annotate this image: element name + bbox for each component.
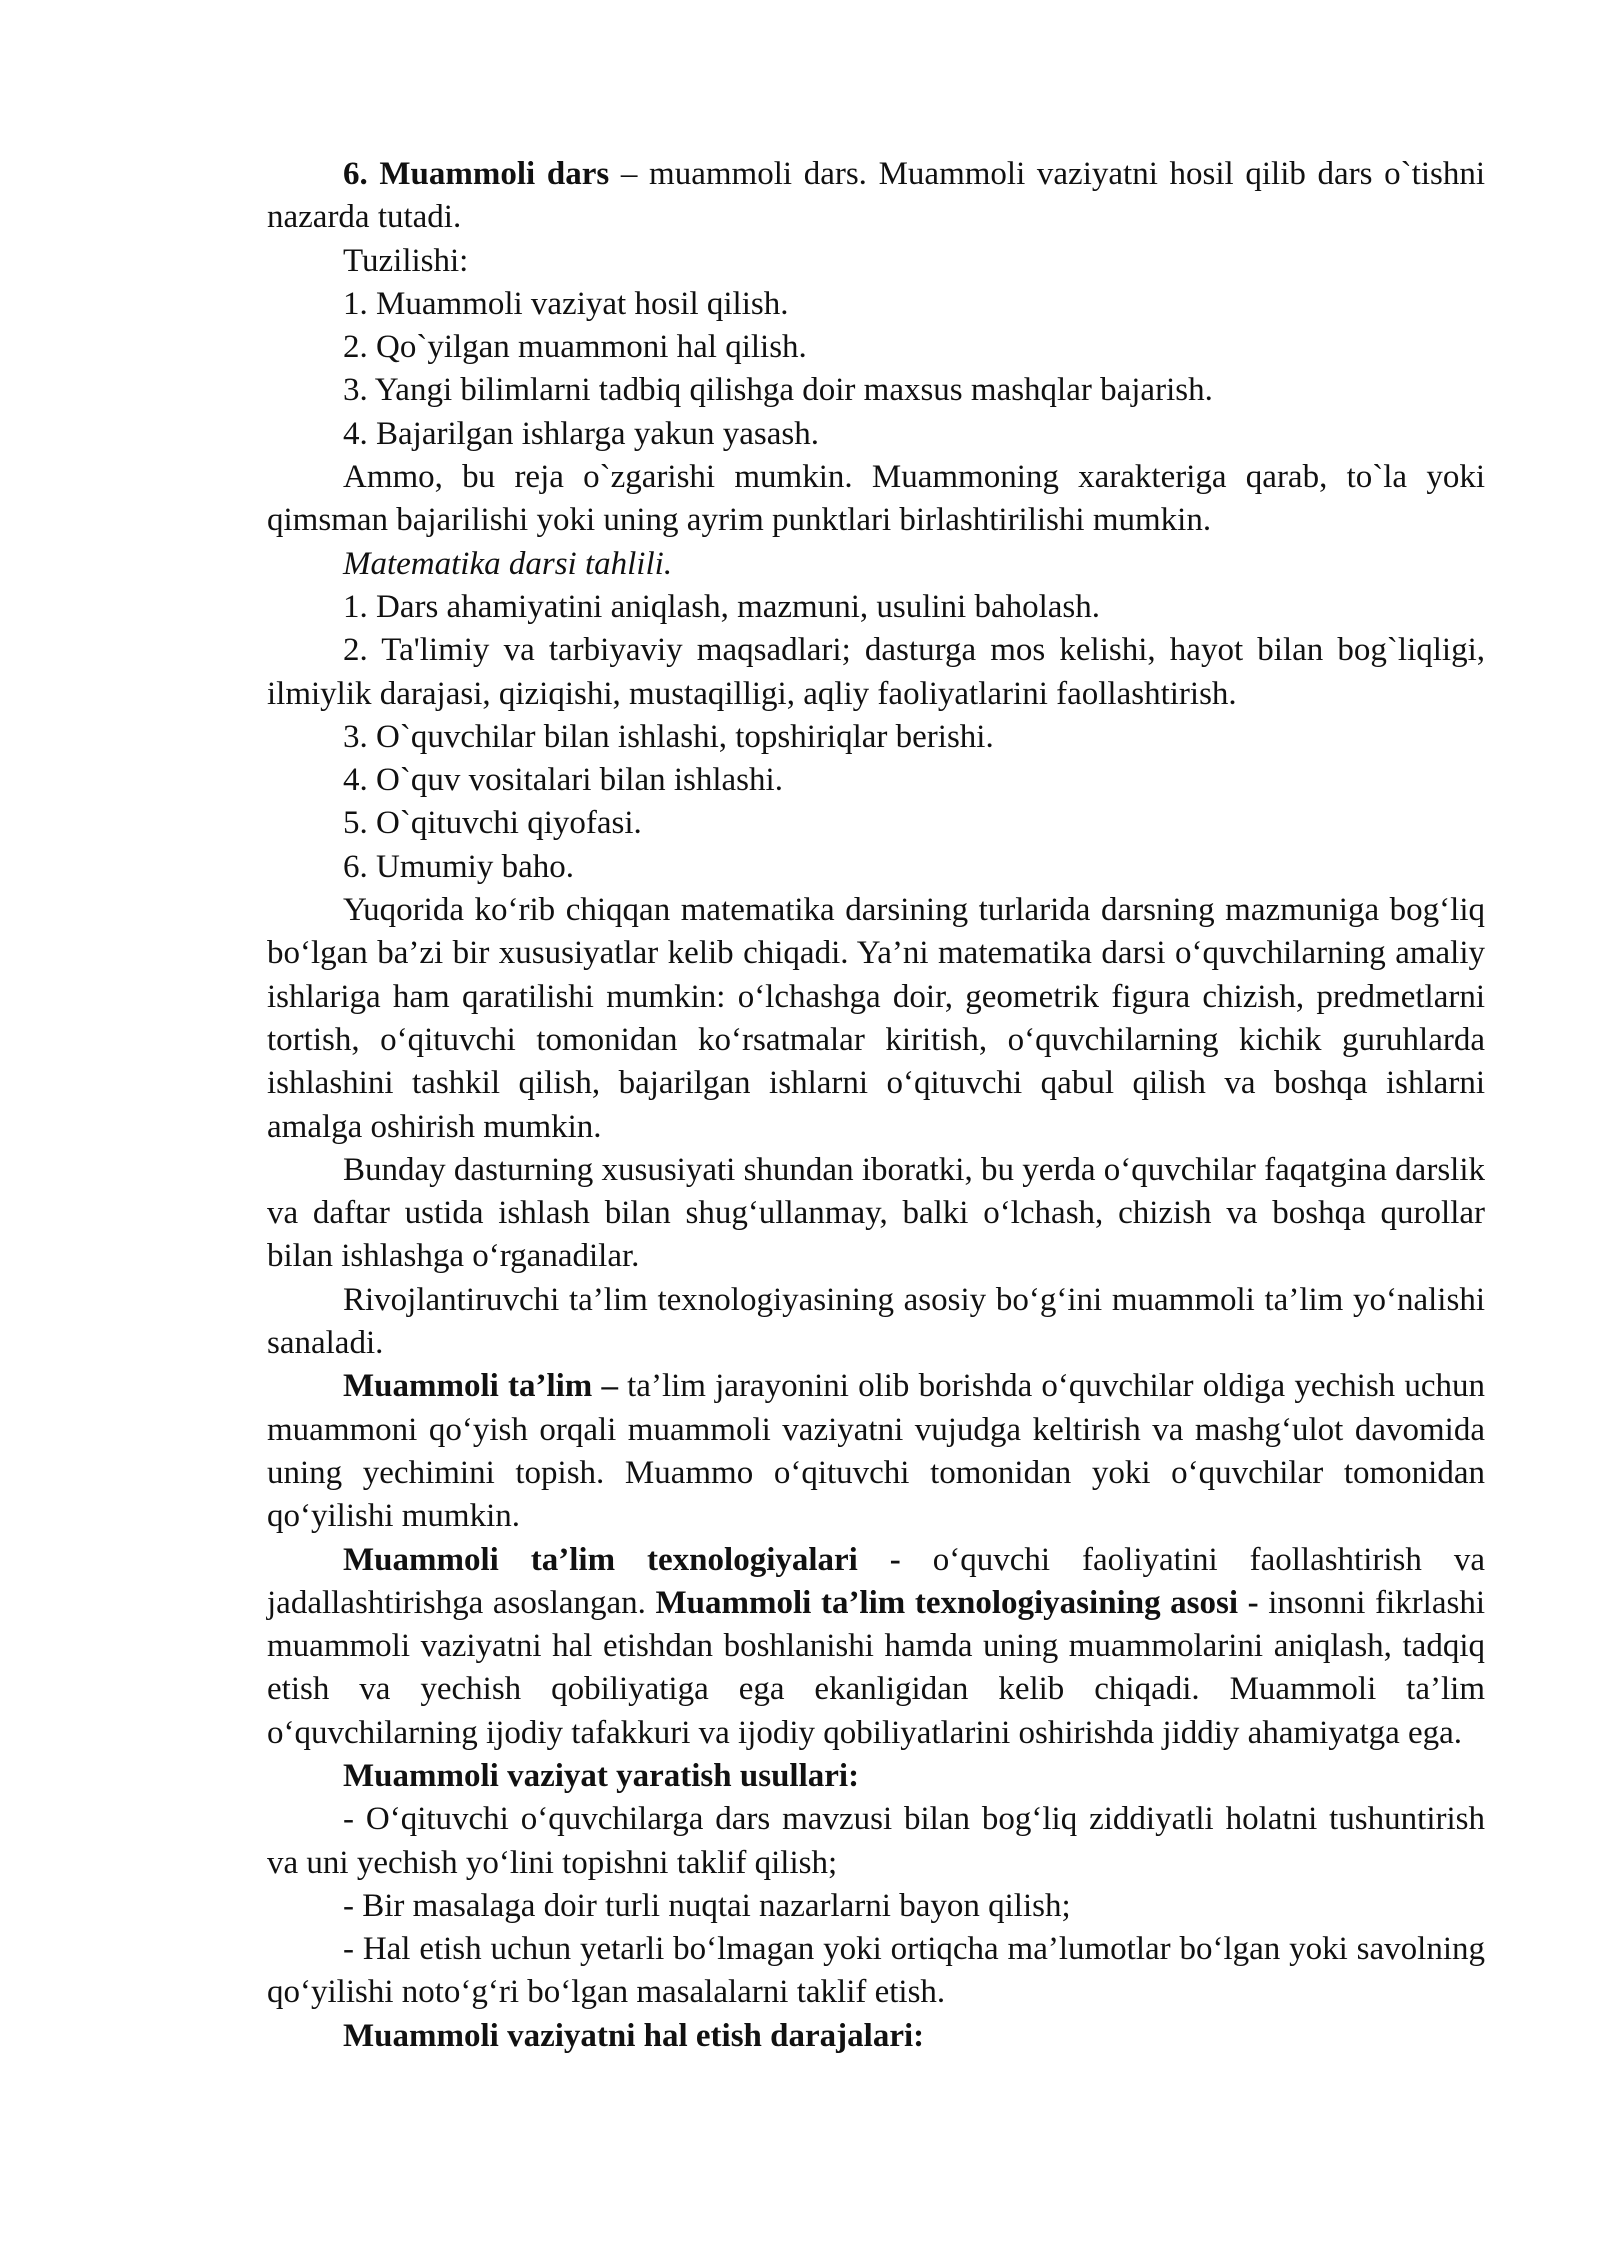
tahlil-item: 1. Dars ahamiyatini aniqlash, mazmuni, usulini baholash. bbox=[343, 588, 1101, 625]
darajalar-heading bbox=[267, 2015, 1485, 2058]
tahlil-item: 5. O`qituvchi qiyofasi. bbox=[343, 805, 642, 842]
tuzilishi-label: Tuzilishi: bbox=[343, 242, 469, 279]
usullar-item: - Bir masalaga doir turli nuqtai nazarlarni bayon qilish; bbox=[343, 1887, 1071, 1924]
paragraph-bunday: Bunday dasturning xususiyati shundan iboratki, bu yerda o‘quvchilar faqatgina darslik va daftar ustida ishlash bilan shug‘ullanmay, balki o‘lchash, chizish va boshqa qurollar bilan ishlashga o‘rganadilar. bbox=[267, 1151, 1485, 1275]
tahlil-item: 6. Umumiy baho. bbox=[343, 848, 574, 885]
paragraph-texnologiyalar bbox=[267, 1539, 1485, 1755]
term-muammoli-dars: 6. Muammoli dars bbox=[343, 156, 610, 192]
definition-text: o‘quvchi faoliyatini faollashtirish va jadallashtirishga asoslangan. bbox=[267, 1541, 1485, 1621]
tahlil-heading-text: Matematika darsi tahlili. bbox=[343, 545, 673, 582]
paragraph-yuqorida: Yuqorida ko‘rib chiqqan matematika darsining turlarida darsning mazmuniga bog‘liq bo‘lgan ba’zi bir xususiyatlar kelib chiqadi. Ya’ni matematika darsi o‘quvchilarning amaliy ishlariga ham qaratilishi mumkin: o‘lchashga doir, geometrik figura chizish, predmetlarni tortish, o‘qituvchi tomonidan ko‘rsatmalar kiritish, o‘quvchilarning kichik guruhlarda ishlashini tashkil qilish, bajarilgan ishlarni o‘qituvchi qabul qilish va boshqa ishlarni amalga oshirish mumkin. bbox=[267, 892, 1485, 1145]
tahlil-item: 2. Ta'limiy va tarbiyaviy maqsadlari; dasturga mos kelishi, hayot bilan bog`liqligi, ilmiylik darajasi, qiziqishi, mustaqilligi, aqliy faoliyatlarini faollashtirish. bbox=[267, 632, 1485, 712]
usullar-heading bbox=[267, 1755, 1485, 1798]
definition-text: ta’lim jarayonini olib borishda o‘quvchilar oldiga yechish uchun muammoni qo‘yish orqali muammoli vaziyatni vujudga keltirish va mashg‘ulot davomida uning yechimini topish. Muammo o‘qituvchi tomonidan yoki o‘quvchilar tomonidan qo‘yilishi mumkin. bbox=[267, 1368, 1485, 1535]
term-texnologiyasining-asosi: Muammoli ta’lim texnologiyasining asosi - bbox=[655, 1584, 1259, 1621]
paragraph-ammo: Ammo, bu reja o`zgarishi mumkin. Muammoning xarakteriga qarab, to`la yoki qimsman bajarilishi yoki uning ayrim punktlari birlashtirilishi mumkin. bbox=[267, 459, 1485, 539]
tuzilishi-item: 1. Muammoli vaziyat hosil qilish. bbox=[343, 285, 789, 322]
darajalar-heading-text: Muammoli vaziyatni hal etish darajalari: bbox=[343, 2017, 925, 2054]
paragraph-muammoli-talim bbox=[267, 1365, 1485, 1538]
definition-text: – muammoli dars. Muammoli vaziyatni hosil qilib dars o`tishni nazarda tutadi. bbox=[267, 156, 1485, 236]
tahlil-item: 4. O`quv vositalari bilan ishlashi. bbox=[343, 762, 783, 799]
usullar-heading-text: Muammoli vaziyat yaratish usullari: bbox=[343, 1757, 860, 1794]
document-page bbox=[267, 153, 1485, 2058]
tuzilishi-item: 3. Yangi bilimlarni tadbiq qilishga doir maxsus mashqlar bajarish. bbox=[343, 372, 1213, 409]
definition-text: insonni fikrlashi muammoli vaziyatni hal etishdan boshlanishi hamda uning muammolarini aniqlash, tadqiq etish va yechish qobiliyatiga ega ekanligidan kelib chiqadi. Muammoli ta’lim o‘quvchilarning ijodiy tafakkuri va ijodiy qobiliyatlarini oshirishda jiddiy ahamiyatga ega. bbox=[267, 1584, 1485, 1751]
paragraph-rivojlantiruvchi: Rivojlantiruvchi ta’lim texnologiyasining asosiy bo‘g‘ini muammoli ta’lim yo‘nalishi sanaladi. bbox=[267, 1281, 1485, 1362]
term-muammoli-talim: Muammoli ta’lim – bbox=[343, 1368, 618, 1405]
paragraph-muammoli-dars bbox=[267, 153, 1485, 240]
term-texnologiyalari: Muammoli ta’lim texnologiyalari - bbox=[343, 1541, 901, 1578]
tuzilishi-item: 4. Bajarilgan ishlarga yakun yasash. bbox=[343, 415, 819, 452]
tahlil-heading bbox=[267, 543, 1485, 586]
tuzilishi-item: 2. Qo`yilgan muammoni hal qilish. bbox=[343, 329, 807, 366]
usullar-item: - O‘qituvchi o‘quvchilarga dars mavzusi bilan bog‘liq ziddiyatli holatni tushuntirish va uni yechish yo‘lini topishni taklif qilish; bbox=[267, 1801, 1485, 1881]
usullar-item: - Hal etish uchun yetarli bo‘lmagan yoki ortiqcha ma’lumotlar bo‘lgan yoki savolning qo‘yilishi noto‘g‘ri bo‘lgan masalalarni taklif etish. bbox=[267, 1931, 1485, 2011]
tahlil-item: 3. O`quvchilar bilan ishlashi, topshiriqlar berishi. bbox=[343, 718, 994, 755]
